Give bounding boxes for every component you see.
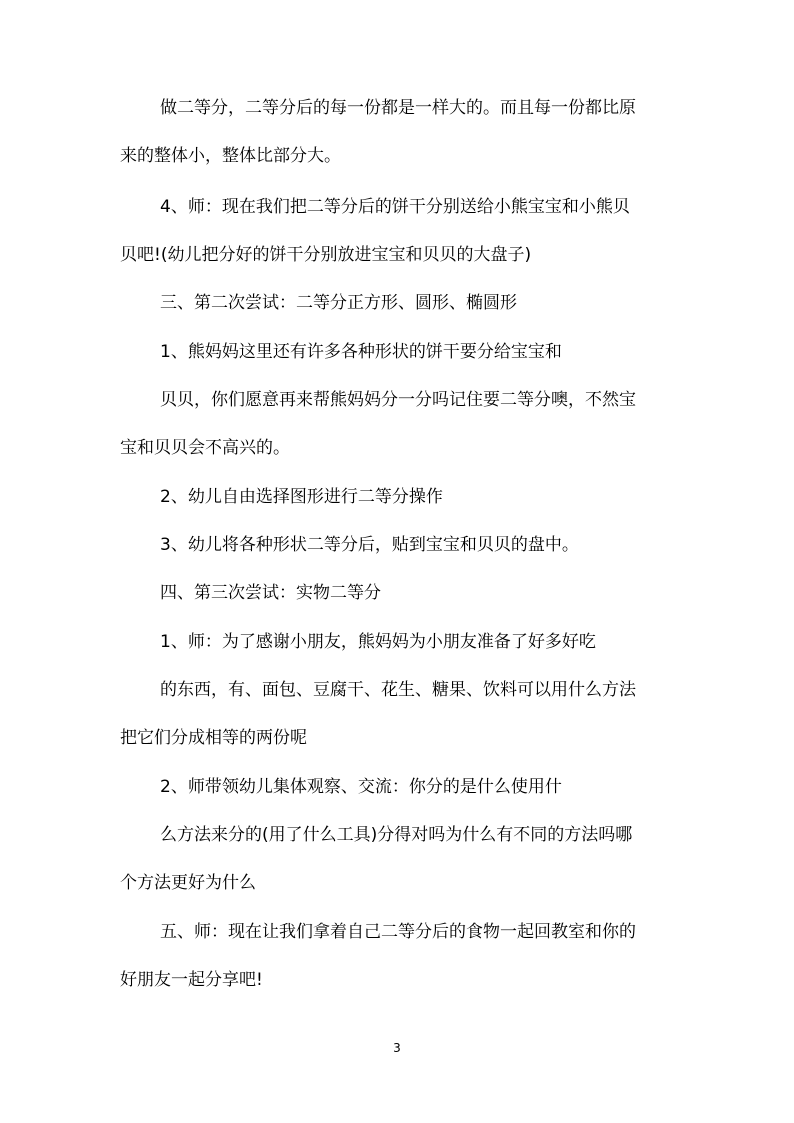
paragraph-line: 贝贝，你们愿意再来帮熊妈妈分一分吗记住要二等分噢，不然宝	[160, 390, 636, 410]
paragraph-line: 来的整体小，整体比部分大。	[120, 146, 341, 166]
paragraph-line: 把它们分成相等的两份呢	[120, 728, 307, 748]
paragraph-line: 2、幼儿自由选择图形进行二等分操作	[160, 487, 443, 507]
paragraph-line: 么方法来分的(用了什么工具)分得对吗为什么有不同的方法吗哪	[160, 825, 633, 845]
paragraph-line: 2、师带领幼儿集体观察、交流：你分的是什么使用什	[160, 777, 562, 797]
paragraph-line: 个方法更好为什么	[120, 873, 256, 893]
paragraph-line: 1、师：为了感谢小朋友，熊妈妈为小朋友准备了好多好吃	[160, 632, 596, 652]
paragraph-line: 宝和贝贝会不高兴的。	[120, 438, 290, 458]
page-number: 3	[393, 1041, 401, 1055]
section-heading: 三、第二次尝试：二等分正方形、圆形、椭圆形	[160, 293, 517, 313]
section-heading: 四、第三次尝试：实物二等分	[160, 583, 381, 603]
paragraph-line: 4、师：现在我们把二等分后的饼干分别送给小熊宝宝和小熊贝	[160, 197, 630, 217]
paragraph-line: 做二等分，二等分后的每一份都是一样大的。而且每一份都比原	[160, 98, 636, 118]
paragraph-line: 贝吧!(幼儿把分好的饼干分别放进宝宝和贝贝的大盘子)	[120, 245, 532, 265]
paragraph-line: 3、幼儿将各种形状二等分后，贴到宝宝和贝贝的盘中。	[160, 535, 579, 555]
paragraph-line: 1、熊妈妈这里还有许多各种形状的饼干要分给宝宝和	[160, 342, 562, 362]
paragraph-line: 的东西，有、面包、豆腐干、花生、糖果、饮料可以用什么方法	[160, 680, 636, 700]
section-heading: 五、师：现在让我们拿着自己二等分后的食物一起回教室和你的	[160, 922, 636, 942]
paragraph-line: 好朋友一起分享吧!	[120, 970, 263, 990]
